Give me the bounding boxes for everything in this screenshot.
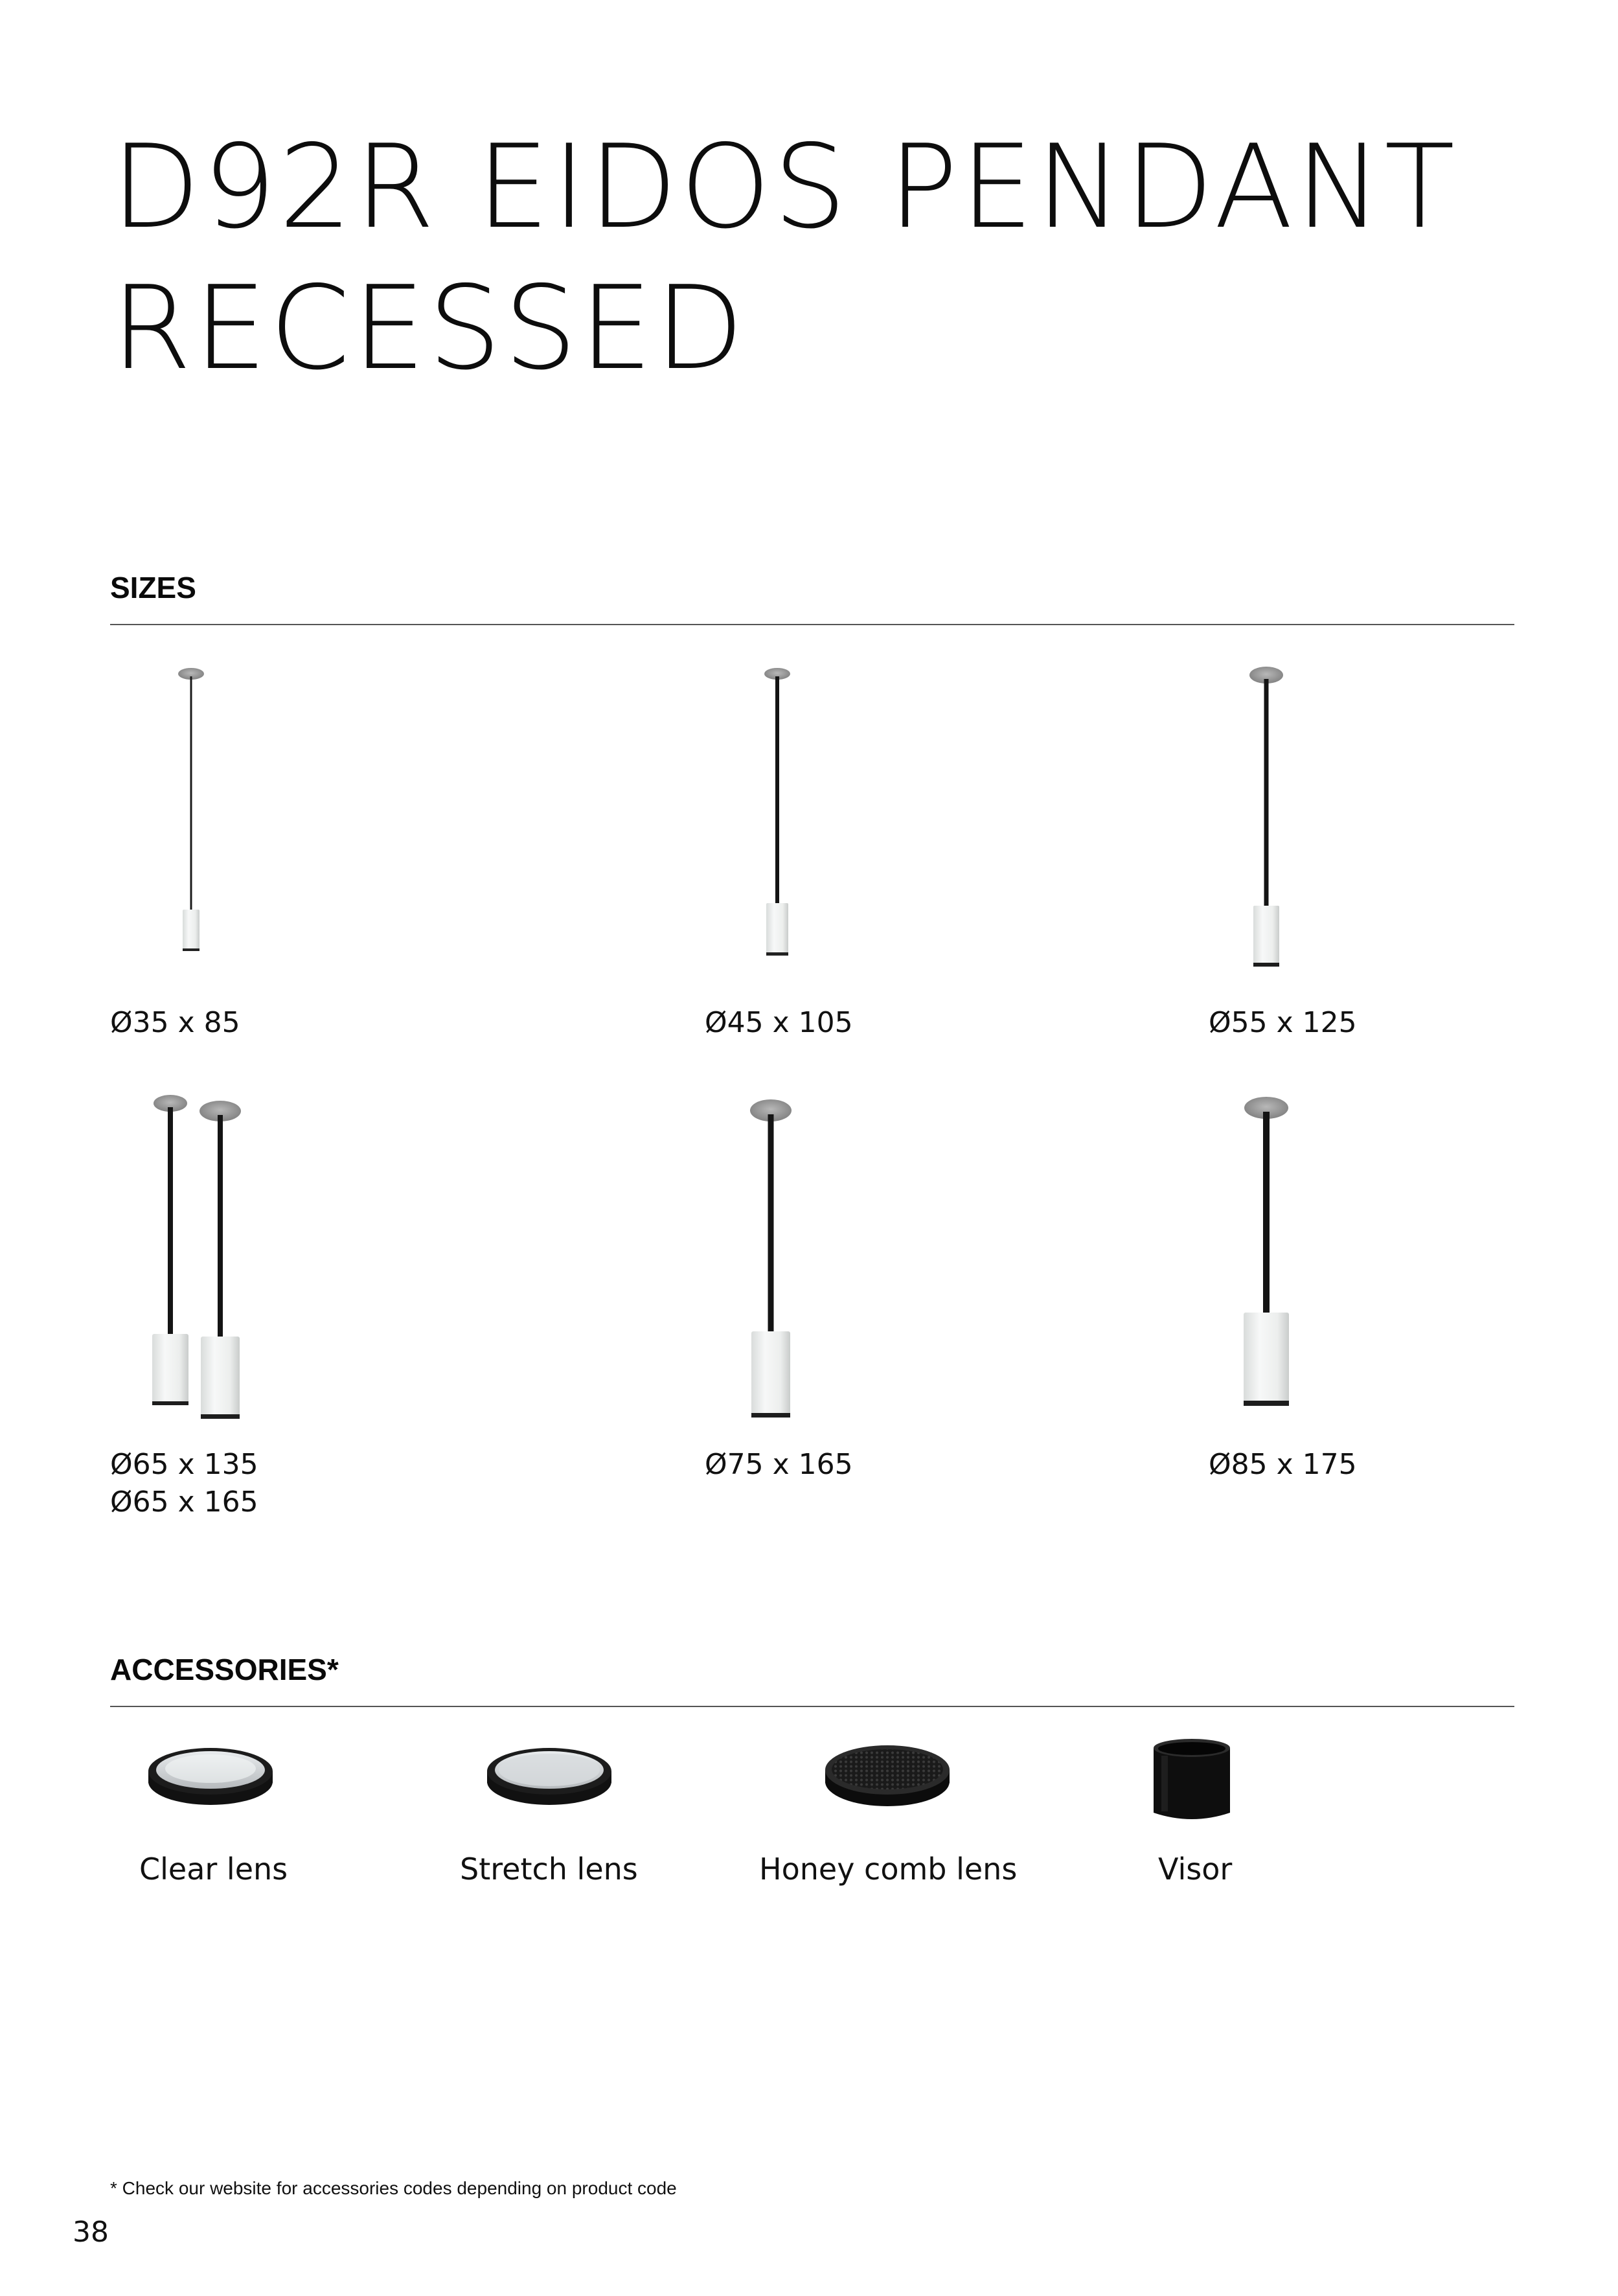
pendant-35-image — [168, 660, 214, 951]
stretch-lens-icon — [484, 1743, 614, 1814]
page-number: 38 — [73, 2216, 109, 2249]
accessory-label-stretch-lens: Stretch lens — [460, 1852, 638, 1887]
accessory-label-honeycomb-lens: Honey comb lens — [759, 1852, 1018, 1887]
pendant-45-image — [755, 660, 800, 958]
title-line-1: D92R EIDOS PENDANT — [111, 120, 1458, 254]
size-label-line: Ø75 x 165 — [705, 1448, 853, 1481]
size-label-line: Ø85 x 175 — [1209, 1448, 1357, 1481]
accessories-heading: ACCESSORIES* — [110, 1653, 339, 1686]
pendant-65-pair-image — [146, 1092, 256, 1422]
size-label-45 — [705, 1004, 853, 1042]
accessory-label-visor: Visor — [1158, 1852, 1233, 1887]
sizes-heading: SIZES — [110, 571, 196, 604]
size-label-line: Ø35 x 85 — [110, 1006, 240, 1039]
size-label-55 — [1209, 1004, 1357, 1042]
page-title — [111, 117, 1457, 399]
sizes-divider — [110, 624, 1514, 625]
size-label-line: Ø55 x 125 — [1209, 1006, 1357, 1039]
size-label-85 — [1209, 1446, 1357, 1484]
size-label-75 — [705, 1446, 853, 1484]
size-label-65 — [110, 1446, 258, 1521]
pendant-85-image — [1231, 1092, 1302, 1416]
footnote: * Check our website for accessories codes depending on product code — [110, 2178, 677, 2198]
accessories-divider — [110, 1706, 1514, 1707]
title-line-2: RECESSED — [111, 261, 747, 395]
pendant-55-image — [1240, 660, 1292, 970]
size-label-line: Ø45 x 105 — [705, 1006, 853, 1039]
accessory-label-clear-lens: Clear lens — [139, 1852, 288, 1887]
size-label-line: Ø65 x 135 — [110, 1448, 258, 1481]
size-label-line: Ø65 x 165 — [110, 1486, 258, 1519]
size-label-35 — [110, 1004, 240, 1042]
visor-icon — [1150, 1736, 1234, 1827]
clear-lens-icon — [146, 1743, 275, 1814]
honeycomb-lens-icon — [823, 1741, 952, 1816]
pendant-75-image — [738, 1095, 803, 1425]
